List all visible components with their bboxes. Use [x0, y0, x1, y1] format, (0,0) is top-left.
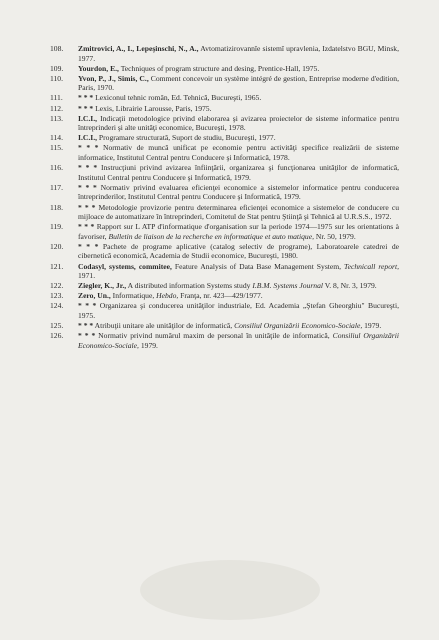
reference-tail: Nr. 50, 1979. — [313, 231, 356, 241]
reference-text: Indicaţii metodologice privind elaborarea şi avizarea proiectelor de sisteme informatice pentru întreprinderi şi alte unităţi economice, Bucureşti, 1978. — [78, 113, 399, 133]
reference-author: * * * — [78, 222, 95, 232]
reference-author: * * * — [78, 241, 99, 251]
reference-author: Zmitrovici, A., I., Lepeşinschi, N., A., — [78, 44, 199, 53]
reference-text: Instrucţiuni privind avizarea înfiinţării, organizarea şi funcţionarea unităţilor de informatică, Institutul Central pentru Conducere şi Informatică, 1979. — [78, 163, 399, 182]
reference-number: 118. — [50, 202, 64, 212]
reference-author: * * * — [78, 321, 94, 331]
reference-item — [50, 242, 399, 261]
reference-text: Normativ de muncă unificat pe economie pentru activităţi specifice realizării de sisteme informatice, Institutul Central pentru Conducere şi Informatică, 1978. — [78, 143, 400, 163]
reference-text: Lexis, Librairie Larousse, Paris, 1975. — [93, 103, 212, 113]
reference-item — [50, 321, 399, 331]
reference-text: Pachete de programe aplicative (catalog selectiv de programe), Laboratoarele catedrei de cibernetică economică, Academia de Studii economice, Bucureşti, 1980. — [78, 241, 400, 261]
reference-number: 126. — [50, 331, 64, 341]
reference-item — [50, 143, 399, 162]
reference-author: Yourdon, E., — [78, 63, 119, 73]
reference-number: 110. — [50, 73, 64, 83]
reference-text: Programare structurată, Suport de studiu, Bucureşti, 1977. — [97, 133, 276, 143]
reference-item — [50, 163, 399, 182]
reference-number: 122. — [50, 281, 64, 291]
reference-item — [50, 331, 399, 350]
reference-item — [50, 104, 399, 114]
reference-author: I.C.I., — [78, 133, 97, 143]
reference-tail: 1979. — [138, 340, 158, 350]
reference-item — [50, 183, 399, 202]
reference-number: 120. — [50, 241, 64, 251]
reference-number: 111. — [50, 93, 63, 103]
reference-source-title: Consiliul Organizării Economico-Sociale, — [234, 321, 363, 331]
reference-author: * * * — [78, 182, 97, 192]
reference-author: * * * — [78, 93, 94, 103]
reference-author: * * * — [78, 202, 96, 212]
reference-number: 109. — [50, 63, 64, 73]
reference-author: Ziegler, K., Jr., — [78, 281, 127, 291]
reference-text: Normativ privind numărul maxim de personal în unităţile de informatică, — [95, 331, 333, 341]
reference-number: 124. — [50, 301, 64, 311]
reference-tail: 1979. — [362, 321, 382, 331]
reference-number: 119. — [50, 222, 64, 232]
reference-source-title: Consiliul Organizării Economico-Sociale, — [78, 331, 399, 350]
reference-text: Comment concevoir un système intégré de gestion, Entreprise moderne d'edition, Paris, 1970. — [78, 73, 399, 93]
reference-item — [50, 222, 399, 241]
reference-author: * * * — [78, 331, 96, 341]
reference-author: * * * — [78, 103, 94, 113]
reference-text: Normativ privind evaluarea eficienţei economice a sistemelor informatice pentru conducerea întreprinderilor, Institutul Central pentru Conducere şi Informatică, 1979. — [78, 182, 399, 202]
reference-text: Techniques of program structure and desing, Prentice-Hall, 1975. — [118, 63, 320, 73]
reference-author: * * * — [78, 301, 97, 311]
reference-number: 117. — [50, 182, 64, 192]
reference-author: * * * — [78, 143, 99, 153]
reference-text: Lexiconul tehnic român, Ed. Tehnică, Bucureşti, 1965. — [93, 93, 262, 103]
reference-text: Rapport sur L ATP d'informatique d'organisation sur la periode 1974—1975 sur les orientations à favoriser, — [78, 222, 400, 241]
reference-text: Avtomatizirovannîe sistemî upravlenia, Izdatelstvo BGU, Minsk, 1977. — [78, 44, 399, 63]
reference-number: 121. — [50, 261, 64, 271]
reference-item — [50, 64, 399, 74]
reference-tail: V. 8, Nr. 3, 1979. — [322, 281, 377, 291]
reference-number: 123. — [50, 291, 64, 301]
reference-number: 114. — [50, 133, 64, 143]
reference-number: 115. — [50, 143, 64, 153]
reference-number: 112. — [50, 103, 64, 113]
reference-text: Metodologie provizorie pentru determinarea eficienţei economice a sistemelor de conducere cu mijloace de automatizare în întreprinderi, Comitetul de Stat pentru Ştiinţă şi Tehnică al U.R.S.S., 1972. — [78, 202, 399, 222]
reference-number: 108. — [50, 44, 64, 53]
reference-list — [50, 44, 399, 350]
reference-text: Feature Analysis of Data Base Management System, — [171, 261, 345, 271]
reference-item — [50, 281, 399, 291]
reference-item — [50, 93, 399, 103]
reference-item — [50, 114, 399, 133]
reference-author: Zero, Un., — [78, 291, 111, 301]
reference-item — [50, 203, 399, 222]
reference-number: 113. — [50, 113, 64, 123]
reference-text: A distributed information Systems study — [126, 281, 253, 291]
reference-author: Codasyl, systems, commitee, — [78, 261, 172, 271]
reference-text: Atribuţii unitare ale unităţilor de informatică, — [93, 321, 235, 331]
reference-author: Yvon, P., J., Simis, C., — [78, 73, 149, 83]
reference-tail: Franţa, nr. 423—429/1977. — [178, 291, 263, 301]
reference-number: 125. — [50, 321, 64, 331]
reference-source-title: I.B.M. Systems Journal — [252, 281, 323, 291]
reference-tail: 1971. — [78, 271, 96, 281]
reference-item — [50, 262, 399, 281]
reference-item — [50, 133, 399, 143]
reference-author: * * * — [78, 163, 98, 173]
reference-item — [50, 291, 399, 301]
reference-item — [50, 301, 399, 320]
reference-item — [50, 44, 399, 63]
reference-number: 116. — [50, 163, 64, 173]
reference-source-title: Hebdo, — [156, 291, 179, 301]
reference-text: Organizarea şi conducerea unităţilor industriale, Ed. Academia „Ştefan Gheorghiu" Bucureşti, 1975. — [78, 301, 399, 321]
reference-source-title: Technicall report, — [344, 261, 399, 271]
reference-text: Informatique, — [110, 291, 157, 301]
reference-source-title: Bulletin de liaison de la recherche en informatique et auto matique, — [108, 231, 314, 241]
reference-author: I.C.I., — [78, 113, 97, 123]
reference-item — [50, 74, 399, 93]
